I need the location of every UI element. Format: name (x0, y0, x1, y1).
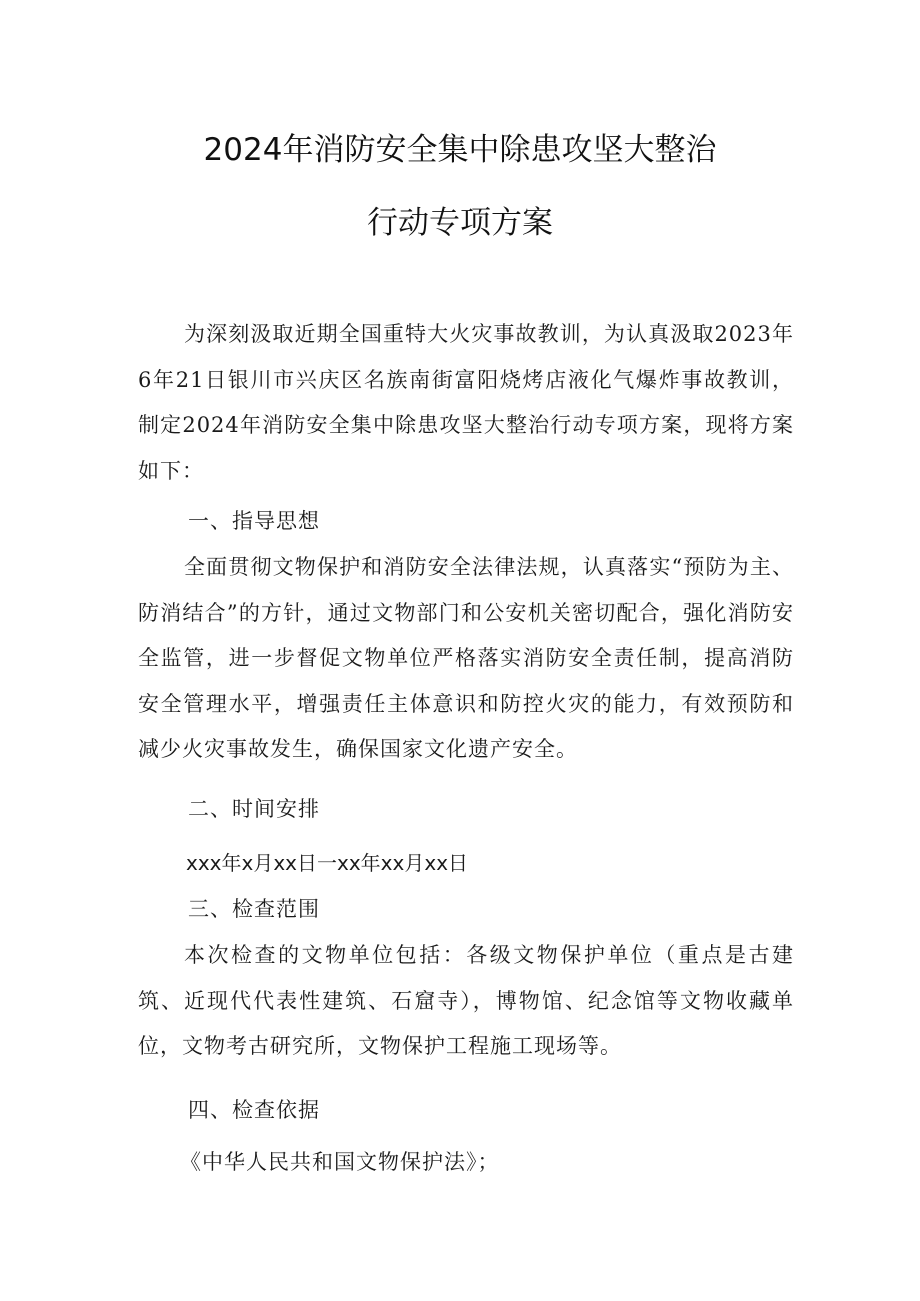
document-title-line-1: 2024年消防安全集中除患攻坚大整治 (203, 132, 717, 168)
section-content-schedule: xxx年x月xx日一xx年xx月xx日 (186, 851, 469, 875)
section-content-guiding-ideology: 全面贯彻文物保护和消防安全法律法规，认真落实“预防为主、防消结合”的方针，通过文物部门和公安机关密切配合，强化消防安全监管，进一步督促文物单位严格落实消防安全责任制，提高消防安全管理水平，增强责任主体意识和防控火灾的能力，有效预防和减少火灾事故发生，确保国家文化遗产安全。 (138, 555, 794, 761)
section-heading-inspection-basis: 四、检查依据 (188, 1098, 320, 1122)
section-heading-inspection-scope: 三、检查范围 (188, 897, 320, 921)
document-title-line-2: 行动专项方案 (367, 205, 553, 241)
section-heading-guiding-ideology: 一、指导思想 (188, 509, 320, 533)
intro-paragraph: 为深刻汲取近期全国重特大火灾事故教训，为认真汲取2023年6年21日银川市兴庆区名族南街富阳烧烤店液化气爆炸事故教训，制定2024年消防安全集中除患攻坚大整治行动专项方案，现将方案如下： (138, 322, 794, 483)
section-content-inspection-scope: 本次检查的文物单位包括：各级文物保护单位（重点是古建筑、近现代代表性建筑、石窟寺），博物馆、纪念馆等文物收藏单位，文物考古研究所，文物保护工程施工现场等。 (138, 943, 794, 1058)
section-content-inspection-basis: 《中华人民共和国文物保护法》； (180, 1150, 500, 1174)
section-heading-schedule: 二、时间安排 (188, 797, 320, 821)
